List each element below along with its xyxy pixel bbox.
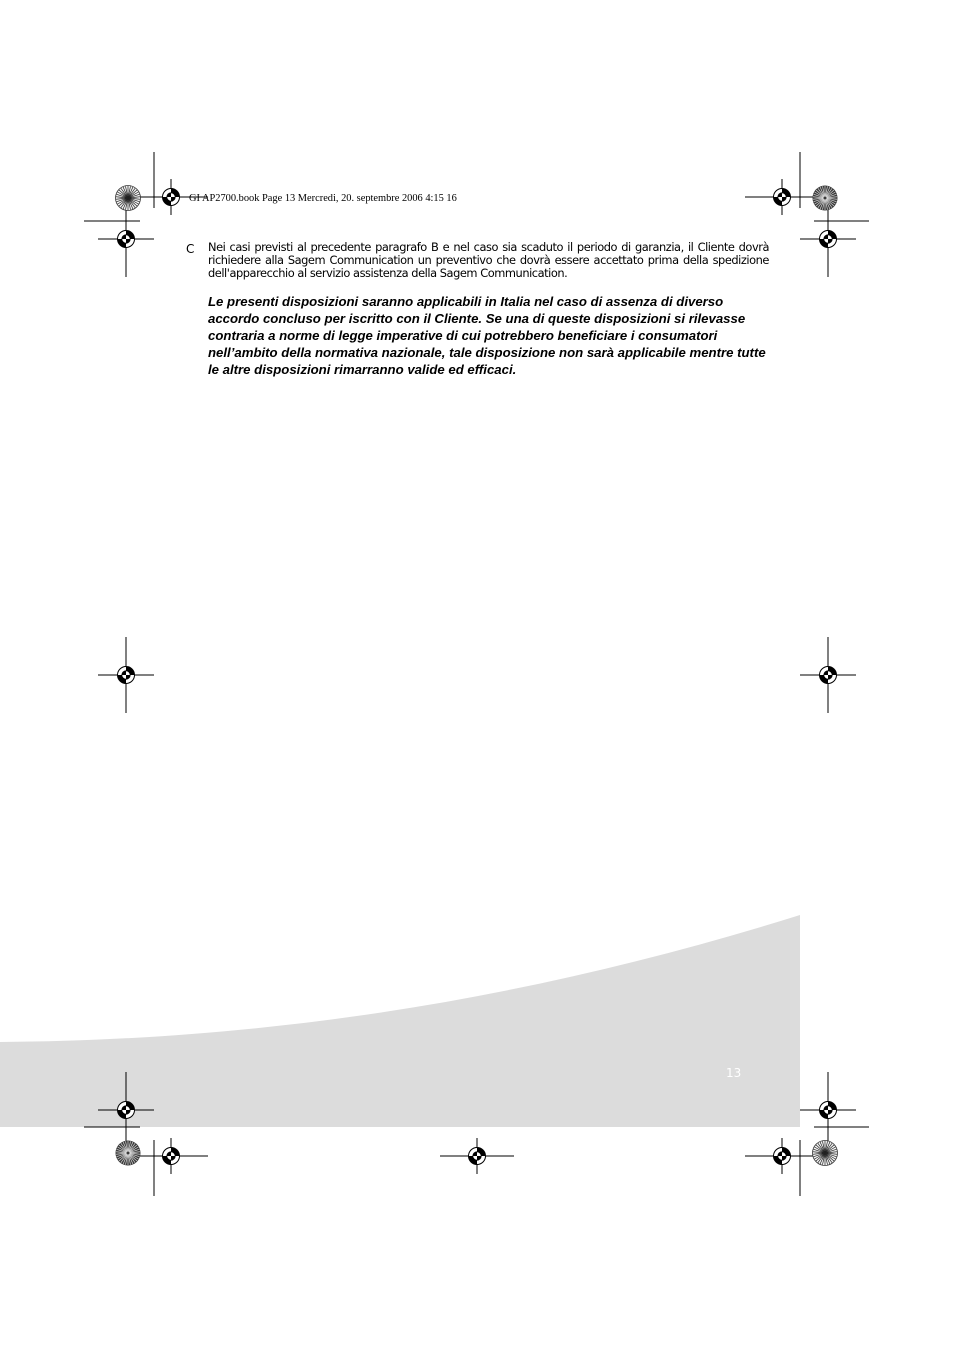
footer-band — [0, 915, 800, 1127]
section-paragraph: Nei casi previsti al precedente paragrafo B e nel caso sia scaduto il periodo di garanzia, il Cliente dovrà richiedere alla Sagem Communication un preventivo che dovrà essere accettato prima della spedizione dell'apparecchio al servizio assistenza della Sagem Communication. — [208, 240, 769, 280]
book-header-info: GI AP2700.book Page 13 Mercredi, 20. septembre 2006 4:15 16 — [189, 193, 457, 204]
section-letter: C — [186, 242, 195, 256]
page-number: 13 — [726, 1066, 742, 1080]
legal-notice: Le presenti disposizioni saranno applicabili in Italia nel caso di assenza di diverso accordo concluso per iscritto con il Cliente. Se una di queste disposizioni si rilevasse contraria a norme di legge imperative di cui potrebbero beneficiare i consumatori nell’ambito della normativa nazionale, tale disposizione non sarà applicabile mentre tutte le altre disposizioni rimarranno valide ed efficaci. — [208, 294, 766, 377]
